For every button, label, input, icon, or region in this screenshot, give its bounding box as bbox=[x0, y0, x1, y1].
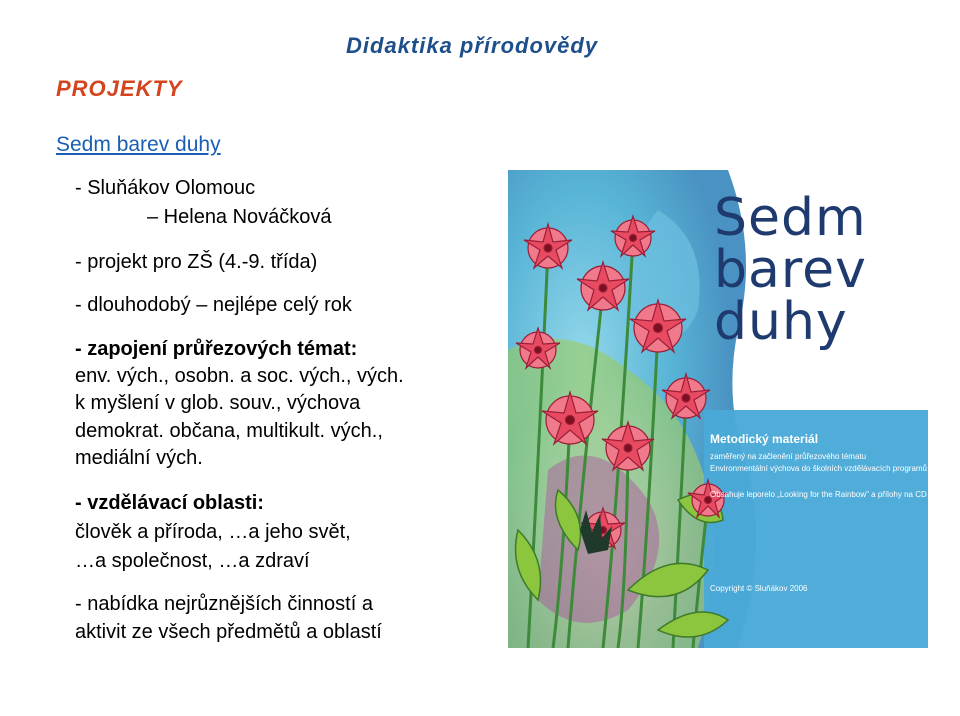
target-audience: - projekt pro ZŠ (4.-9. třída) bbox=[75, 251, 318, 273]
book-cover-image bbox=[508, 170, 928, 648]
topics-line-1: env. vých., osobn. a soc. vých., vých. bbox=[75, 365, 404, 387]
cover-line-1: zaměřený na začlenění průřezového tématu bbox=[710, 452, 867, 461]
cover-title bbox=[714, 188, 867, 352]
topics-line-3: demokrat. občana, multikult. vých., bbox=[75, 420, 383, 442]
cover-line-3: Obsahuje leporelo „Looking for the Rainbow" a přílohy na CD bbox=[710, 490, 927, 499]
section-heading: PROJEKTY bbox=[56, 76, 183, 101]
author-org: - Sluňákov Olomouc bbox=[75, 177, 256, 199]
page-header-title: Didaktika přírodovědy bbox=[346, 33, 599, 58]
areas-heading: - vzdělávací oblasti: bbox=[75, 492, 264, 514]
project-title-link[interactable]: Sedm barev duhy bbox=[56, 133, 221, 156]
offer-line-1: - nabídka nejrůznějších činností a bbox=[75, 593, 373, 615]
topics-line-4: mediální vých. bbox=[75, 447, 203, 469]
project-duration: - dlouhodobý – nejlépe celý rok bbox=[75, 294, 352, 316]
cover-subtitle: Metodický materiál bbox=[710, 432, 819, 446]
cover-line-2: Environmentální výchova do školních vzdělávacích programů bbox=[710, 464, 927, 473]
areas-line-1: člověk a příroda, …a jeho svět, bbox=[75, 521, 351, 543]
cover-title-line-2: barev bbox=[714, 240, 867, 300]
areas-line-2: …a společnost, …a zdraví bbox=[75, 550, 310, 572]
author-name: – Helena Nováčková bbox=[147, 206, 332, 228]
topics-heading: - zapojení průřezových témat: bbox=[75, 338, 358, 360]
offer-line-2: aktivit ze všech předmětů a oblastí bbox=[75, 621, 382, 643]
topics-line-2: k myšlení v glob. souv., výchova bbox=[75, 392, 361, 414]
cover-title-line-3: duhy bbox=[714, 292, 848, 352]
cover-title-line-1: Sedm bbox=[714, 188, 867, 248]
cover-copyright: Copyright © Sluňákov 2006 bbox=[710, 584, 808, 593]
